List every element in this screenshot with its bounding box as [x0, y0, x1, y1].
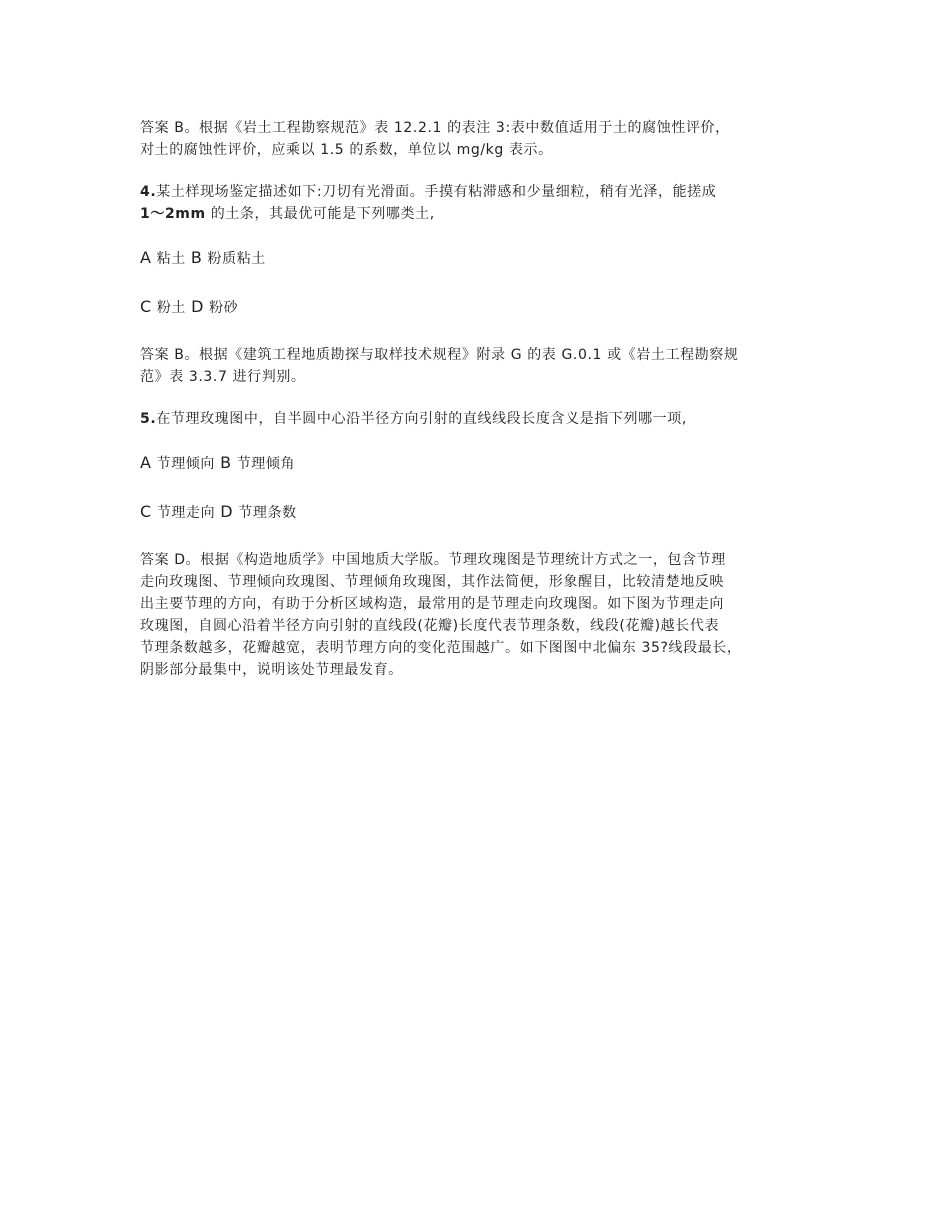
option-d-letter: D [220, 502, 234, 521]
option-a-text: 节理倾向 [151, 456, 221, 472]
answer-4-paragraph [140, 344, 820, 388]
answer-3-paragraph [140, 117, 820, 161]
option-b-letter: B [220, 453, 232, 472]
question-4-text-cont: 的土条，其最优可能是下列哪类土, [205, 206, 435, 222]
question-5-options-cd [140, 500, 820, 525]
question-4-options-cd [140, 295, 820, 320]
option-c-text: 节理走向 [151, 505, 221, 521]
option-d-letter: D [191, 297, 205, 316]
answer-5-line-2: 走向玫瑰图、节理倾向玫瑰图、节理倾角玫瑰图，其作法简便，形象醒目，比较清楚地反映 [140, 574, 724, 590]
question-4-line-2 [140, 203, 820, 225]
question-4-options-ab [140, 246, 820, 271]
answer-3-line-2: 对土的腐蚀性评价，应乘以 1.5 的系数，单位以 mg/kg 表示。 [140, 142, 553, 158]
option-c-letter: C [140, 297, 152, 316]
answer-5-line-5: 节理条数越多，花瓣越宽，表明节理方向的变化范围越广。如下图图中北偏东 35?线段最长， [140, 640, 742, 656]
question-4-paragraph [140, 181, 820, 225]
answer-3-line-1: 答案 B。根据《岩土工程勘察规范》表 12.2.1 的表注 3:表中数值适用于土的腐蚀性评价， [140, 120, 730, 136]
option-d-text: 节理条数 [233, 505, 297, 521]
document-page [140, 117, 820, 681]
question-4-size-range: 1～2mm [140, 206, 206, 222]
option-c-text: 粉土 [151, 300, 192, 316]
answer-5-line-4: 玫瑰图，自圆心沿着半径方向引射的直线段(花瓣)长度代表节理条数，线段(花瓣)越长代表 [140, 618, 720, 634]
answer-4-line-2: 范》表 3.3.7 进行判别。 [140, 369, 306, 385]
option-b-text: 粉质粘土 [202, 251, 266, 267]
answer-5-line-6: 阴影部分最集中，说明该处节理最发育。 [140, 662, 403, 678]
question-5-text: 在节理玫瑰图中，自半圆中心沿半径方向引射的直线线段长度含义是指下列哪一项, [156, 411, 687, 427]
question-5-number: 5. [140, 411, 157, 427]
question-5-line-1 [140, 408, 820, 430]
option-c-letter: C [140, 502, 152, 521]
answer-5-line-3: 出主要节理的方向，有助于分析区域构造，最常用的是节理走向玫瑰图。如下图为节理走向 [140, 596, 724, 612]
option-a-letter: A [140, 248, 152, 267]
question-5-paragraph [140, 408, 820, 430]
question-4-text: 某土样现场鉴定描述如下:刀切有光滑面。手摸有粘滞感和少量细粒，稍有光泽，能搓成 [156, 184, 717, 200]
question-4-line-1 [140, 181, 820, 203]
option-d-text: 粉砂 [204, 300, 239, 316]
answer-5-line-1: 答案 D。根据《构造地质学》中国地质大学版。节理玫瑰图是节理统计方式之一，包含节理 [140, 552, 726, 568]
option-a-letter: A [140, 453, 152, 472]
option-b-letter: B [190, 248, 203, 267]
option-a-text: 粘土 [151, 251, 191, 267]
answer-5-paragraph [140, 549, 820, 681]
answer-4-line-1: 答案 B。根据《建筑工程地质勘探与取样技术规程》附录 G 的表 G.0.1 或《岩土工程勘察规 [140, 347, 739, 363]
option-b-text: 节理倾角 [231, 456, 296, 472]
question-4-number: 4. [140, 184, 157, 200]
question-5-options-ab [140, 451, 820, 476]
